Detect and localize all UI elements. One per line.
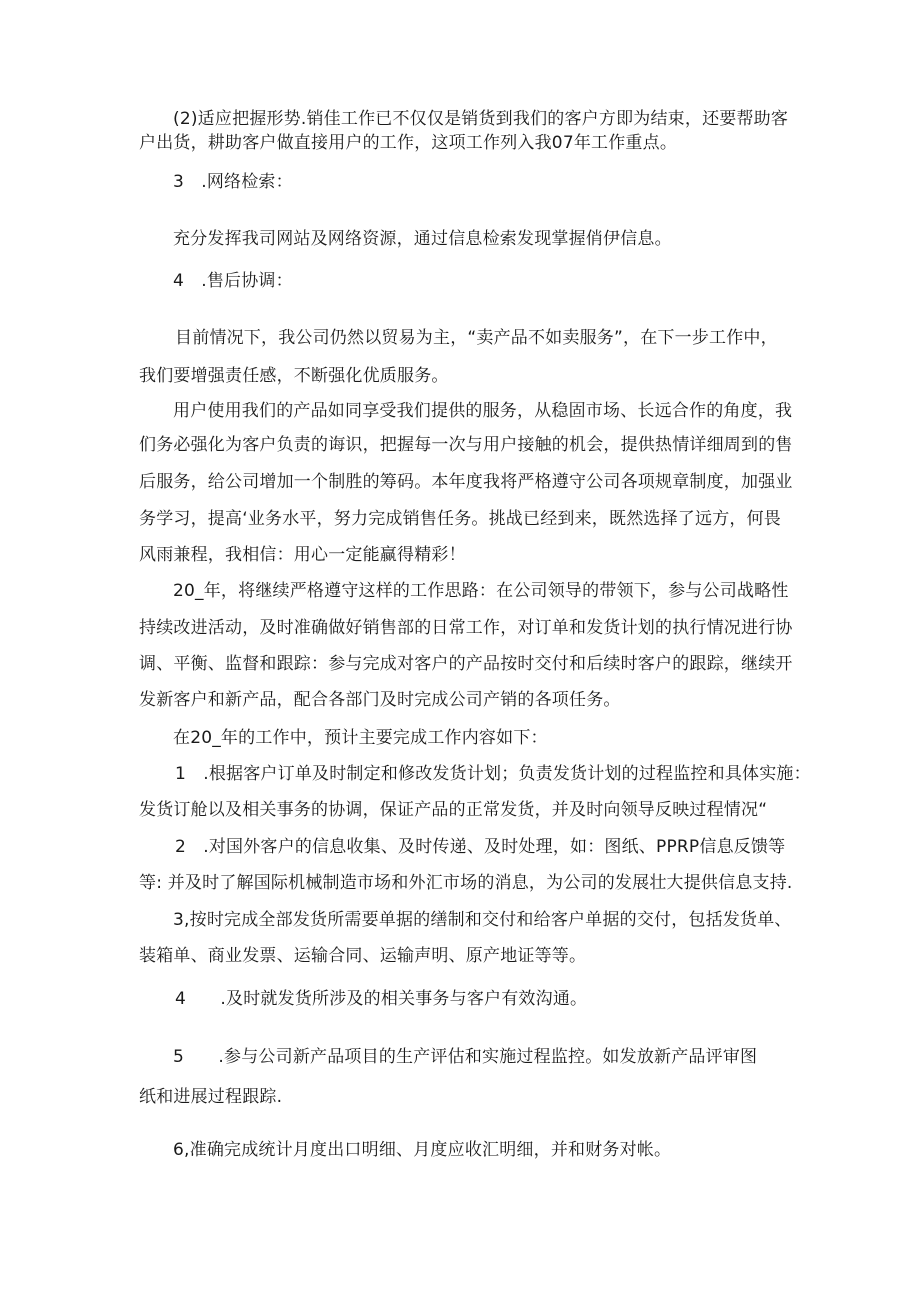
after-sales-line-2: 我们要增强责任感，不断强化优质服务。 [139, 366, 449, 386]
item-3-line-2: 装箱单、商业发票、运输合同、运输声明、原产地证等等。 [139, 946, 587, 966]
item-1-line-1: 1 .根据客户订单及时制定和修改发货计划；负责发货计划的过程监控和具体实施： [175, 764, 811, 784]
plan-paragraph-line-3: 调、平衡、监督和跟踪：参与完成对客户的产品按时交付和后续时客户的跟踪，继续开 [139, 654, 793, 674]
service-paragraph-line-1: 用户使用我们的产品如同享受我们提供的服务，从稳固市场、长远合作的角度，我 [173, 401, 793, 421]
service-paragraph-line-4: 务学习，提高‘业务水平，努力完成销售任务。挑战已经到来，既然选择了远方，何畏 [139, 509, 782, 529]
after-sales-line-1: 目前情况下，我公司仍然以贸易为主，“卖产品不如卖服务”，在下一步工作中， [175, 328, 778, 348]
service-paragraph-line-5: 风雨兼程，我相信：用心一定能赢得精彩！ [139, 545, 466, 565]
paragraph-2-line-2: 户出货，耕助客户做直接用户的工作，这项工作列入我07年工作重点。 [139, 133, 678, 153]
paragraph-2-line-1: (2)适应把握形势.销佳工作已不仅仅是销货到我们的客户方即为结束，还要帮助客 [173, 109, 789, 129]
plan-paragraph-line-1: 20_年，将继续严格遵守这样的工作思路：在公司领导的带领下，参与公司战略性 [173, 581, 789, 601]
item-5-line-1: 5 .参与公司新产品项目的生产评估和实施过程监控。如发放新产品评审图 [173, 1047, 758, 1067]
item-2-line-2: 等: 并及时了解国际机械制造市场和外汇市场的消息，为公司的发展壮大提供信息支持. [139, 873, 793, 893]
work-content-intro: 在20_年的工作中，预计主要完成工作内容如下： [173, 728, 548, 748]
plan-paragraph-line-2: 持续改进活动，及时准确做好销售部的日常工作，对订单和发货计划的执行情况进行协 [139, 618, 793, 638]
item-2-line-1: 2 .对国外客户的信息收集、及时传递、及时处理，如：图纸、PPRP信息反馈等 [175, 837, 786, 857]
heading-network-search: 3 .网络检索： [173, 172, 293, 192]
item-5-line-2: 纸和进展过程跟踪. [139, 1087, 283, 1107]
item-3-line-1: 3,按时完成全部发货所需要单据的缮制和交付和给客户单据的交付，包括发货单、 [173, 910, 792, 930]
item-6: 6,准确完成统计月度出口明细、月度应收汇明细，并和财务对帐。 [173, 1140, 672, 1160]
service-paragraph-line-2: 们务必强化为客户负责的诲识，把握每一次与用户接触的机会，提供热情详细周到的售 [139, 435, 793, 455]
item-4: 4 .及时就发货所涉及的相关事务与客户有效沟通。 [175, 989, 588, 1009]
network-search-text: 充分发挥我司网站及网络资源，通过信息检索发现掌握俏伊信息。 [173, 229, 672, 249]
heading-after-sales: 4 .售后协调： [173, 271, 293, 291]
service-paragraph-line-3: 后服务，给公司增加一个制胜的筹码。本年度我将严格遵守公司各项规章制度，加强业 [139, 472, 793, 492]
plan-paragraph-line-4: 发新客户和新产品，配合各部门及时完成公司产销的各项任务。 [139, 690, 621, 710]
item-1-line-2: 发货订舱以及相关事务的协调，保证产品的正常发货，并及时向领导反映过程情况“ [139, 800, 768, 820]
